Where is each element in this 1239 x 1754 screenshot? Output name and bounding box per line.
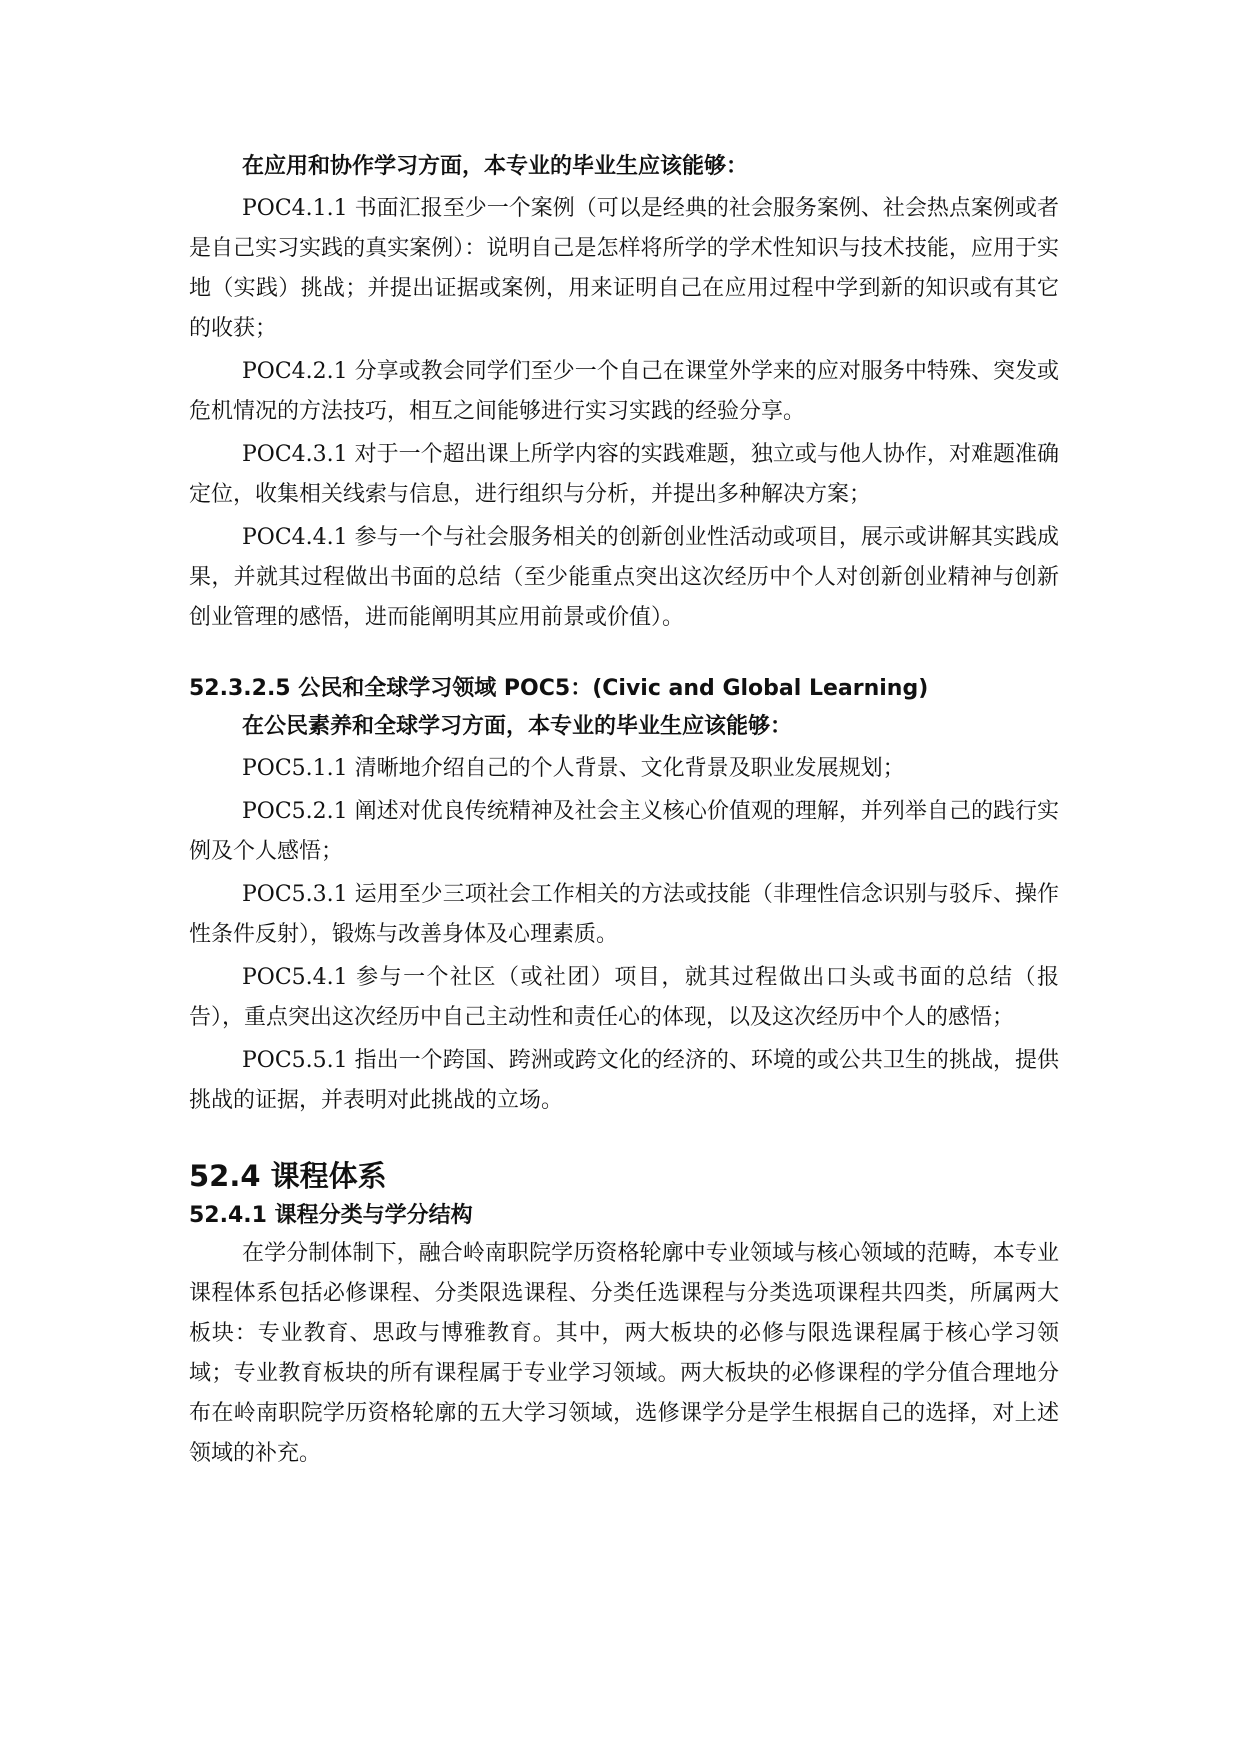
poc-5-3-1: POC5.3.1 运用至少三项社会工作相关的方法或技能（非理性信念识别与驳斥、操作性条件反射），锻炼与改善身体及心理素质。 <box>189 882 1059 947</box>
poc-4-4-1: POC4.4.1 参与一个与社会服务相关的创新创业性活动或项目，展示或讲解其实践成果，并就其过程做出书面的总结（至少能重点突出这次经历中个人对创新创业精神与创新创业管理的感悟，进而能阐明其应用前景或价值）。 <box>189 525 1059 630</box>
poc-4-1-1: POC4.1.1 书面汇报至少一个案例（可以是经典的社会服务案例、社会热点案例或者是自己实习实践的真实案例）：说明自己是怎样将所学的学术性知识与技术技能，应用于实地（实践）挑战；并提出证据或案例，用来证明自己在应用过程中学到新的知识或有其它的收获； <box>189 196 1059 341</box>
curriculum-paragraph: 在学分制体制下，融合岭南职院学历资格轮廓中专业领域与核心领域的范畴，本专业课程体系包括必修课程、分类限选课程、分类任选课程与分类选项课程共四类，所属两大板块：专业教育、思政与博雅教育。其中，两大板块的必修与限选课程属于核心学习领域；专业教育板块的所有课程属于专业学习领域。两大板块的必修课程的学分值合理地分布在岭南职院学历资格轮廓的五大学习领域，选修课学分是学生根据自己的选择，对上述领域的补充。 <box>189 1241 1059 1466</box>
curriculum-heading: 52.4 课程体系 <box>189 1159 387 1193</box>
poc-4-2-1: POC4.2.1 分享或教会同学们至少一个自己在课堂外学来的应对服务中特殊、突发或危机情况的方法技巧，相互之间能够进行实习实践的经验分享。 <box>189 359 1059 424</box>
poc-4-3-1: POC4.3.1 对于一个超出课上所学内容的实践难题，独立或与他人协作，对难题准确定位，收集相关线索与信息，进行组织与分析，并提出多种解决方案； <box>189 442 1059 507</box>
poc-5-1-1: POC5.1.1 清晰地介绍自己的个人背景、文化背景及职业发展规划； <box>242 756 905 781</box>
poc-5-2-1: POC5.2.1 阐述对优良传统精神及社会主义核心价值观的理解，并列举自己的践行实例及个人感悟； <box>189 799 1059 864</box>
section-5-lead: 在公民素养和全球学习方面，本专业的毕业生应该能够： <box>242 714 793 739</box>
section-5-heading: 52.3.2.5 公民和全球学习领域 POC5：(Civic and Global Learning) <box>189 676 929 701</box>
poc-5-5-1: POC5.5.1 指出一个跨国、跨洲或跨文化的经济的、环境的或公共卫生的挑战，提供挑战的证据，并表明对此挑战的立场。 <box>189 1048 1059 1113</box>
curriculum-subheading: 52.4.1 课程分类与学分结构 <box>189 1203 473 1228</box>
section-spacer <box>189 641 1059 671</box>
poc-5-4-1: POC5.4.1 参与一个社区（或社团）项目，就其过程做出口头或书面的总结（报告），重点突出这次经历中自己主动性和责任心的体现，以及这次经历中个人的感悟； <box>189 965 1059 1030</box>
page-content <box>189 147 1059 1477</box>
section-4-lead: 在应用和协作学习方面，本专业的毕业生应该能够： <box>242 154 749 179</box>
section-spacer <box>189 1124 1059 1154</box>
